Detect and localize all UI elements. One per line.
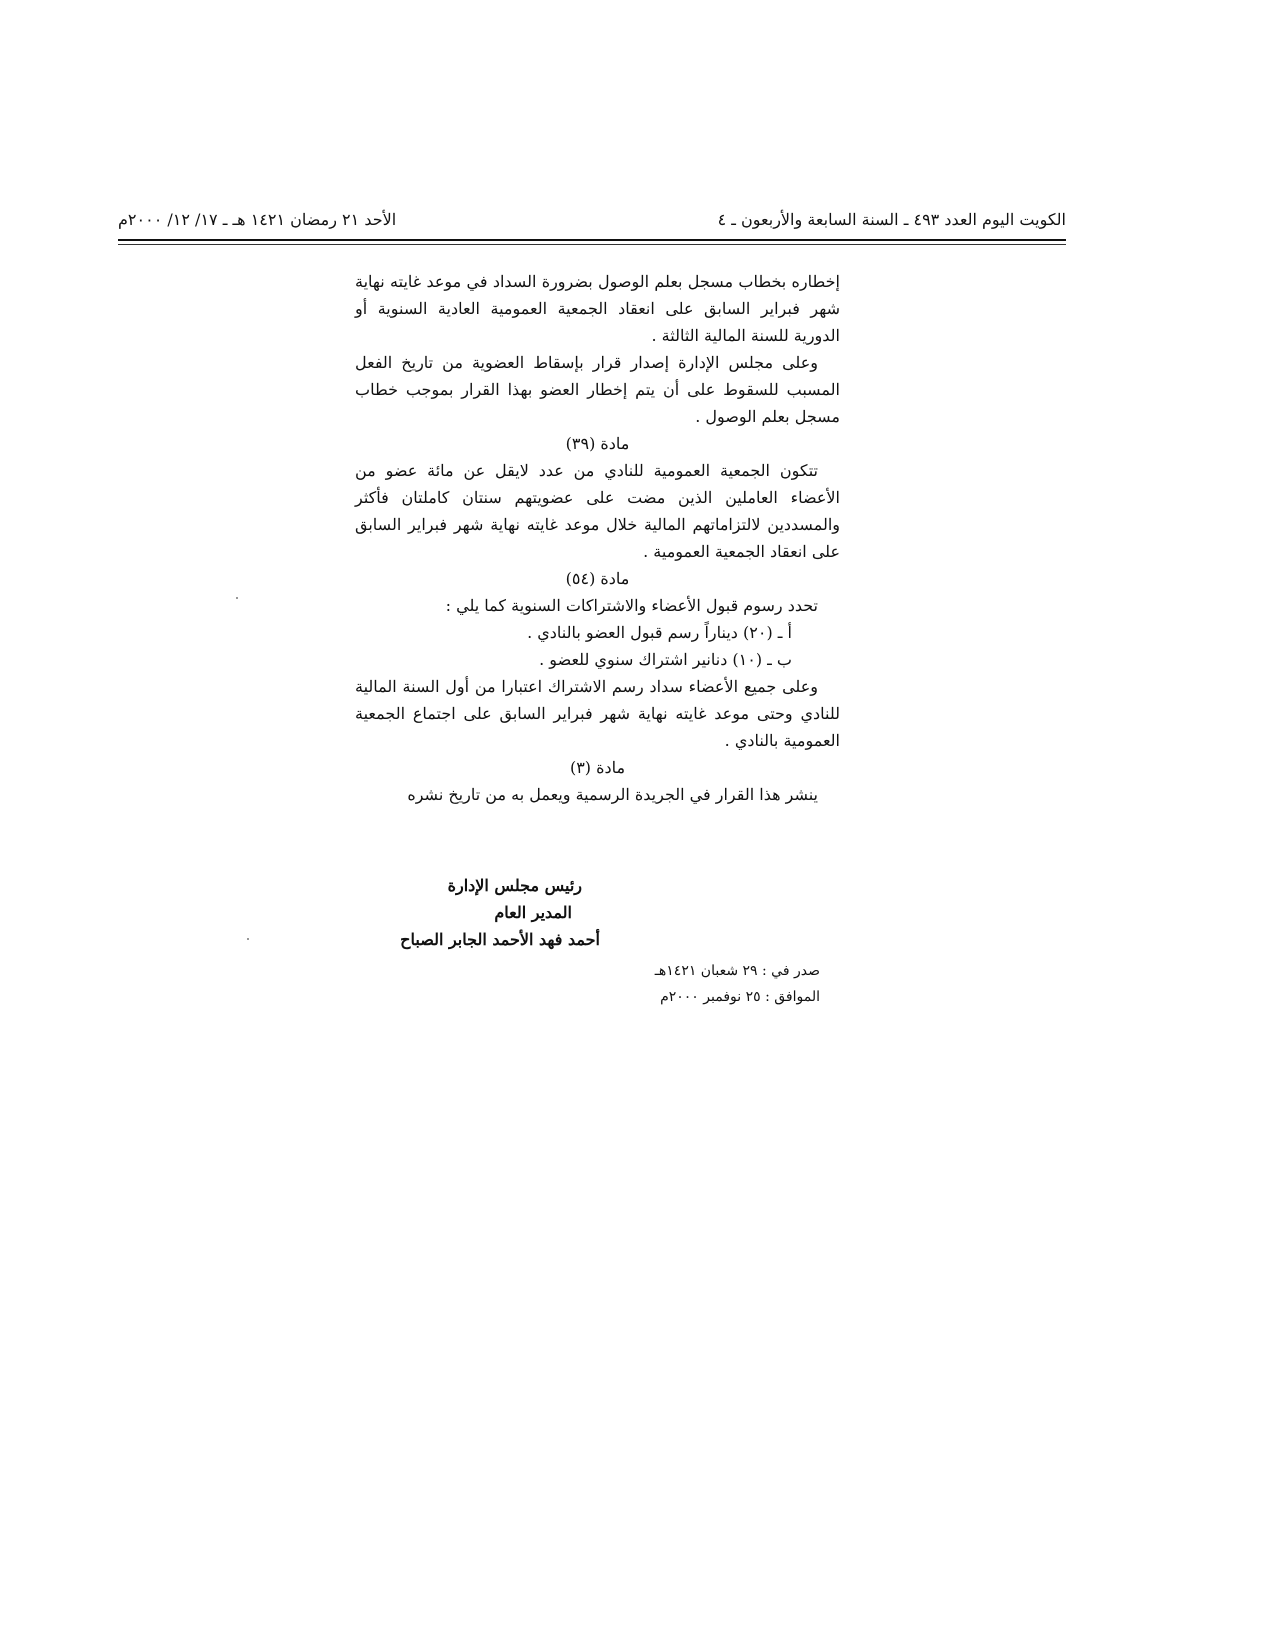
article-heading-54: مادة (٥٤) [565,569,630,588]
article-heading-3: مادة (٣) [569,758,626,777]
article-heading-39: مادة (٣٩) [565,434,630,453]
signature-title-director: المدير العام [494,903,572,922]
issued-date: صدر في : ٢٩ شعبان ١٤٢١هـ [654,963,820,979]
date-block [620,958,820,1010]
fee-item-b: ب ـ (١٠) دنانير اشتراك سنوي للعضو . [539,650,792,669]
signature-block [360,872,600,953]
header-date: الأحد ٢١ رمضان ١٤٢١ هـ ـ ١٧/ ١٢/ ٢٠٠٠م [118,210,397,229]
header-rule-thin [118,244,1066,245]
paragraph-notice: إخطاره بخطاب مسجل بعلم الوصول بضرورة السداد في موعد غايته نهاية شهر فبراير السابق على انعقاد الجمعية العمومية العادية السنوية أو الدورية للسنة المالية الثالثة . [355,272,840,345]
paragraph-publication: ينشر هذا القرار في الجريدة الرسمية ويعمل به من تاريخ نشره [407,785,818,804]
signature-name: أحمد فهد الأحمد الجابر الصباح [400,930,600,949]
header-publication-info: الكويت اليوم العدد ٤٩٣ ـ السنة السابعة والأربعون ـ ٤ [717,210,1066,229]
corresponding-date: الموافق : ٢٥ نوفمبر ٢٠٠٠م [660,989,820,1005]
signature-title-chairman: رئيس مجلس الإدارة [447,876,582,895]
fee-item-a: أ ـ (٢٠) ديناراً رسم قبول العضو بالنادي . [527,623,792,642]
paragraph-fees-intro: تحدد رسوم قبول الأعضاء والاشتراكات السنوية كما يلي : [445,596,818,615]
paragraph-board-decision: وعلى مجلس الإدارة إصدار قرار بإسقاط العضوية من تاريخ الفعل المسبب للسقوط على أن يتم إخطار العضو بهذا القرار بموجب خطاب مسجل بعلم الوصول . [355,353,840,426]
scan-speck [236,597,238,599]
paragraph-payment: وعلى جميع الأعضاء سداد رسم الاشتراك اعتبارا من أول السنة المالية للنادي وحتى موعد غايته نهاية شهر فبراير السابق على اجتماع الجمعية العمومية بالنادي . [355,677,840,750]
header-rule [118,239,1066,241]
paragraph-general-assembly: تتكون الجمعية العمومية للنادي من عدد لايقل عن مائة عضو من الأعضاء العاملين الذين مضت على عضويتهم سنتان كاملتان فأكثر والمسددين لالتزاماتهم المالية خلال موعد غايته نهاية شهر فبراير السابق على انعقاد الجمعية العمومية . [355,461,840,561]
scan-speck [247,938,249,940]
running-header [118,206,1066,236]
article-body [355,268,840,808]
